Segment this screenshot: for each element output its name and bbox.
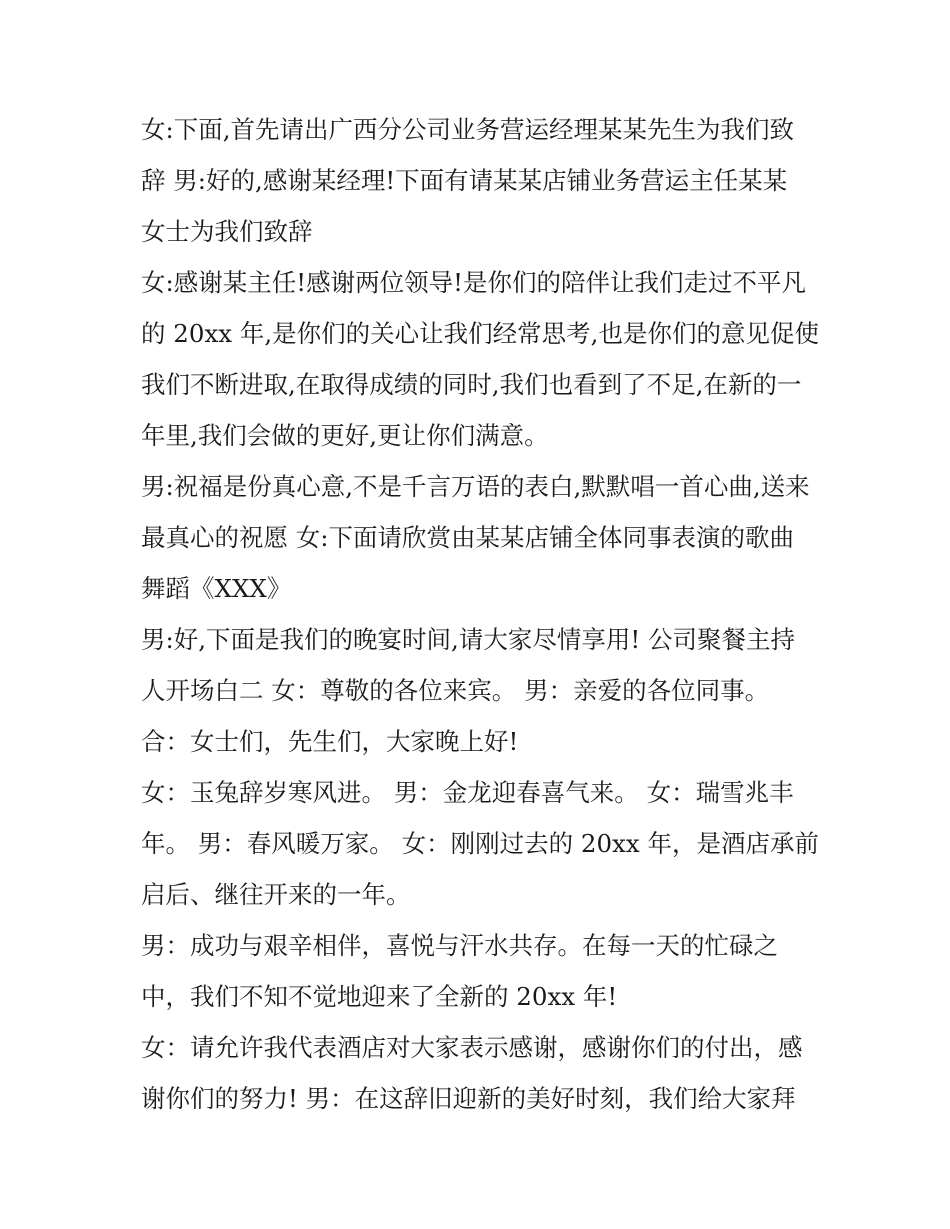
text-line-18: 中，我们不知不觉地迎来了全新的 20xx 年! (141, 982, 618, 1011)
text-line-20: 谢你们的努力! 男：在这辞旧迎新的美好时刻，我们给大家拜 (141, 1084, 796, 1113)
text-line-13: 合：女士们，先生们，大家晚上好! (141, 727, 519, 756)
text-line-16: 启后、继往开来的一年。 (141, 880, 411, 909)
text-line-15: 年。 男：春风暖万家。 女：刚刚过去的 20xx 年，是酒店承前 (141, 829, 819, 858)
document-body-text (141, 104, 821, 1124)
text-line-17: 男：成功与艰辛相伴，喜悦与汗水共存。在每一天的忙碌之 (141, 931, 778, 960)
text-line-14: 女：玉兔辞岁寒风进。 男：金龙迎春喜气来。 女：瑞雪兆丰 (141, 778, 794, 807)
text-line-7: 年里,我们会做的更好,更让你们满意。 (141, 421, 549, 450)
text-line-12: 人开场白二 女：尊敬的各位来宾。 男：亲爱的各位同事。 (141, 676, 770, 705)
text-line-11: 男:好,下面是我们的晚宴时间,请大家尽情享用! 公司聚餐主持 (141, 625, 795, 654)
text-line-2: 辞 男:好的,感谢某经理!下面有请某某店铺业务营运主任某某 (141, 166, 788, 195)
text-line-9: 最真心的祝愿 女:下面请欣赏由某某店铺全体同事表演的歌曲 (141, 523, 795, 552)
text-line-4: 女:感谢某主任!感谢两位领导!是你们的陪伴让我们走过不平凡 (141, 268, 806, 297)
text-line-3: 女士为我们致辞 (141, 217, 313, 246)
text-line-5: 的 20xx 年,是你们的关心让我们经常思考,也是你们的意见促使 (141, 319, 819, 348)
text-line-10: 舞蹈《XXX》 (141, 574, 292, 603)
text-line-19: 女：请允许我代表酒店对大家表示感谢，感谢你们的付出，感 (141, 1033, 803, 1062)
text-line-6: 我们不断进取,在取得成绩的同时,我们也看到了不足,在新的一 (141, 370, 802, 399)
text-line-1: 女:下面,首先请出广西分公司业务营运经理某某先生为我们致 (141, 115, 795, 144)
text-line-8: 男:祝福是份真心意,不是千言万语的表白,默默唱一首心曲,送来 (141, 472, 810, 501)
